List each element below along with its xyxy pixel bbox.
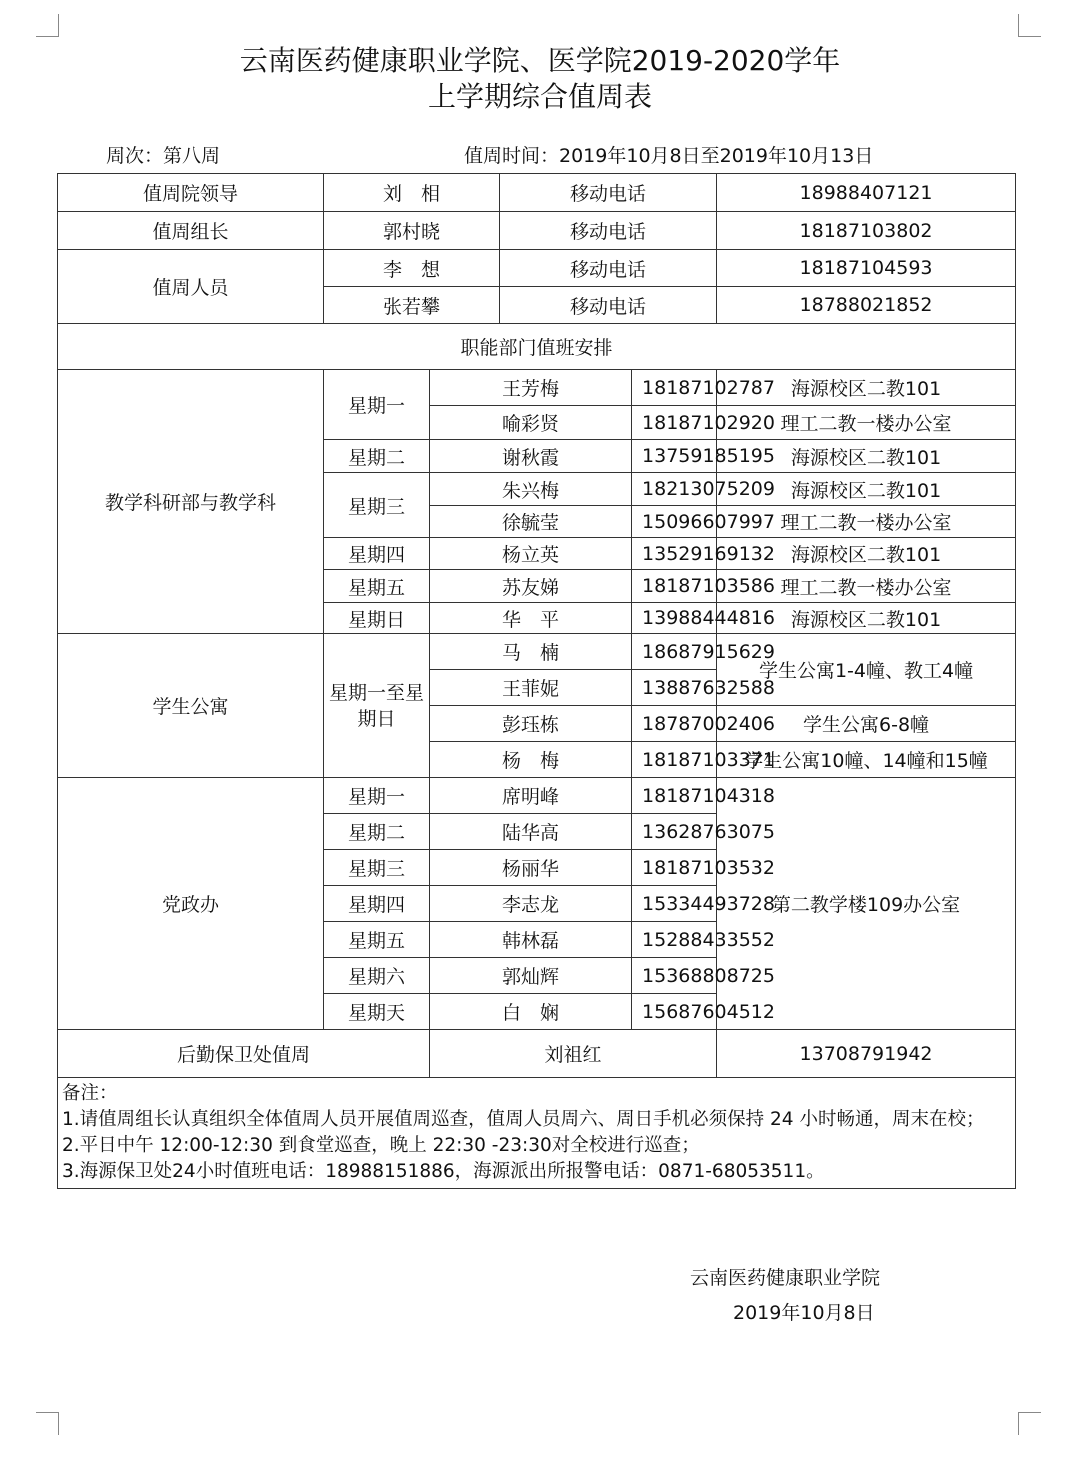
day-cell: 星期三	[324, 850, 430, 886]
note-item: 1.请值周组长认真组织全体值周人员开展值周巡查，值周人员周六、周日手机必须保持 24 小时畅通，周末在校；	[62, 1109, 985, 1130]
phone-label-cell: 移动电话	[500, 287, 717, 324]
signature-org: 云南医药健康职业学院	[690, 1267, 881, 1289]
phone-cell: 15687604512	[632, 994, 717, 1030]
crop-mark-top-right	[1018, 14, 1041, 37]
phone-label-cell: 移动电话	[500, 212, 717, 250]
day-cell: 星期五	[324, 570, 430, 603]
place-cell: 海源校区二教101	[717, 473, 1016, 506]
place-cell: 学生公寓1-4幢、教工4幢	[717, 634, 1016, 706]
duty-table	[57, 173, 1016, 1189]
place-cell: 学生公寓6-8幢	[717, 706, 1016, 742]
crop-mark-bottom-left	[36, 1412, 59, 1435]
day-cell: 星期天	[324, 994, 430, 1030]
phone-cell: 18187103586	[632, 570, 717, 603]
name-cell: 席明峰	[430, 778, 632, 814]
name-cell: 徐毓莹	[430, 506, 632, 538]
name-cell: 杨丽华	[430, 850, 632, 886]
phone-cell: 18687915629	[632, 634, 717, 670]
day-cell: 星期四	[324, 538, 430, 570]
dept-cell: 教学科研部与教学科	[58, 370, 324, 634]
name-cell: 张若攀	[324, 287, 500, 324]
place-cell: 理工二教一楼办公室	[717, 570, 1016, 603]
group-leader-row	[58, 212, 1016, 250]
phone-cell: 13887632588	[632, 670, 717, 706]
signature-date: 2019年10月8日	[733, 1302, 875, 1324]
place-cell: 理工二教一楼办公室	[717, 406, 1016, 440]
table-row	[58, 778, 1016, 814]
phone-label-cell: 移动电话	[500, 174, 717, 212]
day-cell: 星期二	[324, 440, 430, 473]
logistics-row	[58, 1030, 1016, 1078]
dept-cell: 党政办	[58, 778, 324, 1030]
role-cell: 值周人员	[58, 250, 324, 324]
phone-cell: 13628763075	[632, 814, 717, 850]
phone-cell: 15334493728	[632, 886, 717, 922]
name-cell: 韩林磊	[430, 922, 632, 958]
role-cell: 值周院领导	[58, 174, 324, 212]
name-cell: 彭珏栋	[430, 706, 632, 742]
note-item: 2.平日中午 12:00-12:30 到食堂巡查，晚上 22:30 -23:30对全校进行巡查；	[62, 1135, 700, 1156]
phone-cell: 13529169132	[632, 538, 717, 570]
name-cell: 王芳梅	[430, 370, 632, 406]
notes-row	[58, 1078, 1016, 1189]
table-row	[58, 634, 1016, 670]
day-cell: 星期一至星期日	[324, 634, 430, 778]
phone-cell: 18187103532	[632, 850, 717, 886]
name-cell: 朱兴梅	[430, 473, 632, 506]
name-cell: 谢秋霞	[430, 440, 632, 473]
name-cell: 杨 梅	[430, 742, 632, 778]
document-subtitle: 上学期综合值周表	[427, 80, 652, 113]
place-cell: 海源校区二教101	[717, 603, 1016, 634]
duty-period: 值周时间：2019年10月8日至2019年10月13日	[464, 145, 874, 167]
name-cell: 刘祖红	[430, 1030, 717, 1078]
phone-cell: 15096607997	[632, 506, 717, 538]
dept-cell: 后勤保卫处值周	[58, 1030, 430, 1078]
section-header-row	[58, 324, 1016, 370]
notes-cell	[58, 1078, 1016, 1189]
phone-cell: 13988444816	[632, 603, 717, 634]
place-cell: 海源校区二教101	[717, 370, 1016, 406]
phone-cell: 15368808725	[632, 958, 717, 994]
day-cell: 星期四	[324, 886, 430, 922]
phone-cell: 18187103371	[632, 742, 717, 778]
name-cell: 苏友娣	[430, 570, 632, 603]
name-cell: 王菲妮	[430, 670, 632, 706]
name-cell: 李 想	[324, 250, 500, 287]
day-cell: 星期三	[324, 473, 430, 538]
name-cell: 郭村晓	[324, 212, 500, 250]
phone-cell: 18187102920	[632, 406, 717, 440]
dept-cell: 学生公寓	[58, 634, 324, 778]
crop-mark-bottom-right	[1018, 1412, 1041, 1435]
day-cell: 星期五	[324, 922, 430, 958]
phone-cell: 18187104593	[717, 250, 1016, 287]
place-cell: 学生公寓10幢、14幢和15幢	[717, 742, 1016, 778]
week-label: 周次：第八周	[106, 145, 221, 167]
name-cell: 华 平	[430, 603, 632, 634]
phone-cell: 13759185195	[632, 440, 717, 473]
document-title: 云南医药健康职业学院、医学院2019-2020学年	[239, 44, 841, 77]
phone-cell: 18787002406	[632, 706, 717, 742]
day-cell: 星期日	[324, 603, 430, 634]
name-cell: 白 娴	[430, 994, 632, 1030]
crop-mark-top-left	[36, 14, 59, 37]
table-row	[58, 370, 1016, 406]
phone-label-cell: 移动电话	[500, 250, 717, 287]
place-cell: 第二教学楼109办公室	[717, 778, 1016, 1030]
phone-cell: 18988407121	[717, 174, 1016, 212]
name-cell: 马 楠	[430, 634, 632, 670]
phone-cell: 18788021852	[717, 287, 1016, 324]
notes-heading: 备注：	[62, 1083, 118, 1104]
note-item: 3.海源保卫处24小时值班电话：18988151886，海源派出所报警电话：0871-68053511。	[62, 1161, 825, 1182]
phone-cell: 15288433552	[632, 922, 717, 958]
name-cell: 杨立英	[430, 538, 632, 570]
role-cell: 值周组长	[58, 212, 324, 250]
day-cell: 星期二	[324, 814, 430, 850]
place-cell: 海源校区二教101	[717, 538, 1016, 570]
phone-cell: 18213075209	[632, 473, 717, 506]
place-cell: 理工二教一楼办公室	[717, 506, 1016, 538]
phone-cell: 18187102787	[632, 370, 717, 406]
name-cell: 郭灿辉	[430, 958, 632, 994]
day-cell: 星期六	[324, 958, 430, 994]
phone-cell: 18187103802	[717, 212, 1016, 250]
name-cell: 喻彩贤	[430, 406, 632, 440]
day-cell: 星期一	[324, 778, 430, 814]
staff-row	[58, 250, 1016, 287]
phone-cell: 13708791942	[717, 1030, 1016, 1078]
section-header: 职能部门值班安排	[58, 324, 1016, 370]
name-cell: 刘 相	[324, 174, 500, 212]
day-cell: 星期一	[324, 370, 430, 440]
leader-row	[58, 174, 1016, 212]
name-cell: 陆华高	[430, 814, 632, 850]
phone-cell: 18187104318	[632, 778, 717, 814]
place-cell: 海源校区二教101	[717, 440, 1016, 473]
name-cell: 李志龙	[430, 886, 632, 922]
